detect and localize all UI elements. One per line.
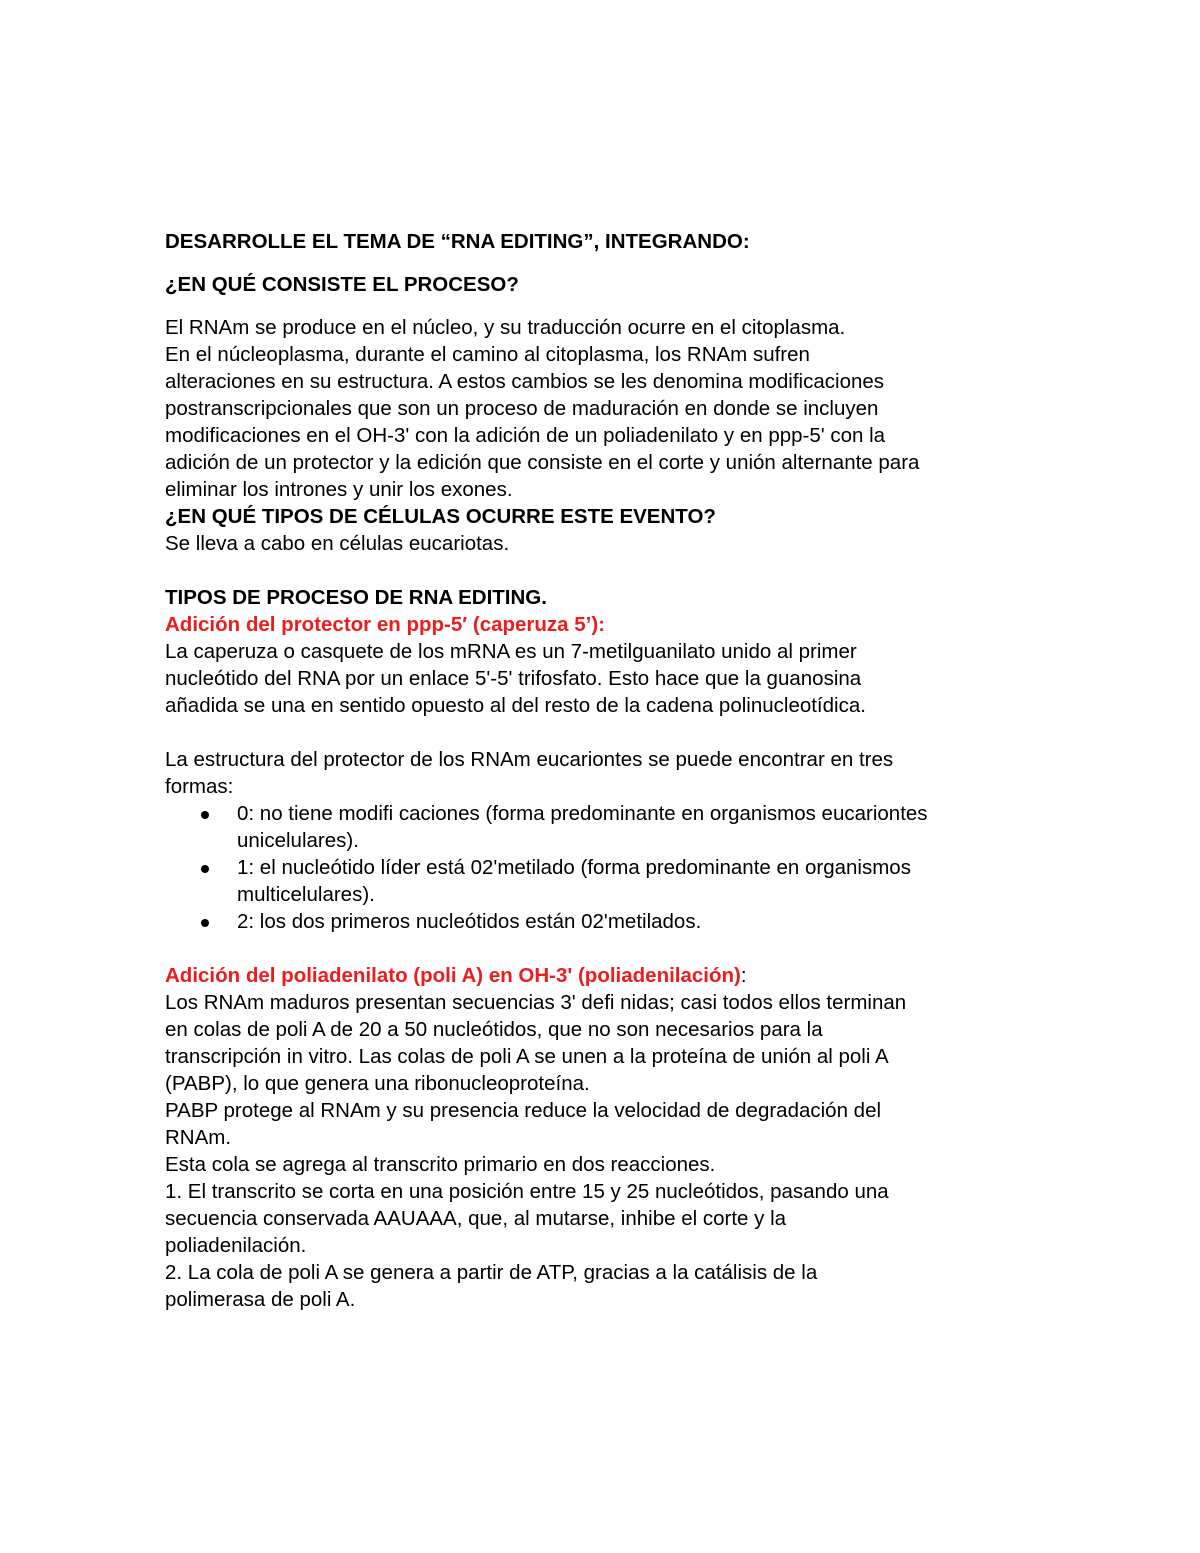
text-line: Los RNAm maduros presentan secuencias 3' defi nidas; casi todos ellos terminan	[165, 991, 907, 1014]
cap-paragraph	[165, 638, 1045, 719]
text-line: RNAm.	[165, 1126, 232, 1149]
text-line: transcripción in vitro. Las colas de poli A se unen a la proteína de unión al poli A	[165, 1045, 889, 1068]
text-line: 1. El transcrito se corta en una posición entre 15 y 25 nucleótidos, pasando una	[165, 1180, 889, 1203]
text-line: polimerasa de poli A.	[165, 1288, 356, 1311]
text-line: alteraciones en su estructura. A estos cambios se les denomina modificaciones	[165, 370, 885, 393]
text-line: adición de un protector y la edición que consiste en el corte y unión alternante para	[165, 451, 920, 474]
answer-cell-types: Se lleva a cabo en células eucariotas.	[165, 532, 510, 555]
poly-section-heading	[165, 962, 1045, 989]
process-paragraph	[165, 314, 1045, 503]
text-line: PABP protege al RNAm y su presencia reduce la velocidad de degradación del	[165, 1099, 882, 1122]
poly-paragraph	[165, 989, 1045, 1313]
cap-section-heading: Adición del protector en ppp-5′ (caperuza 5’):	[165, 613, 606, 636]
spacer	[165, 719, 1045, 746]
list-item	[165, 854, 1045, 908]
text-line: eliminar los intrones y unir los exones.	[165, 478, 513, 501]
document-body	[165, 228, 1045, 1313]
bullet-icon	[201, 919, 209, 927]
text-line: (PABP), lo que genera una ribonucleoproteína.	[165, 1072, 590, 1095]
text-line: 2: los dos primeros nucleótidos están 02'metilados.	[237, 910, 702, 933]
bullet-icon	[201, 865, 209, 873]
text-line: El RNAm se produce en el núcleo, y su traducción ocurre en el citoplasma.	[165, 316, 846, 339]
poly-heading-text: Adición del poliadenilato (poli A) en OH-3' (poliadenilación)	[165, 964, 741, 987]
spacer	[165, 557, 1045, 584]
text-line: en colas de poli A de 20 a 50 nucleótidos, que no son necesarios para la	[165, 1018, 823, 1041]
text-line: unicelulares).	[237, 829, 359, 852]
list-item	[165, 908, 1045, 935]
text-line: 2. La cola de poli A se genera a partir de ATP, gracias a la catálisis de la	[165, 1261, 818, 1284]
text-line: multicelulares).	[237, 883, 375, 906]
types-heading: TIPOS DE PROCESO DE RNA EDITING.	[165, 586, 547, 609]
text-line: La caperuza o casquete de los mRNA es un 7-metilguanilato unido al primer	[165, 640, 857, 663]
document-title: DESARROLLE EL TEMA DE “RNA EDITING”, INTEGRANDO:	[165, 230, 750, 253]
cap-forms-paragraph	[165, 746, 1045, 800]
question-process: ¿EN QUÉ CONSISTE EL PROCESO?	[165, 273, 519, 296]
text-line: añadida se una en sentido opuesto al del resto de la cadena polinucleotídica.	[165, 694, 866, 717]
bullet-icon	[201, 811, 209, 819]
text-line: secuencia conservada AAUAAA, que, al mutarse, inhibe el corte y la	[165, 1207, 787, 1230]
text-line: modificaciones en el OH-3' con la adición de un poliadenilato y en ppp-5' con la	[165, 424, 886, 447]
text-line: 1: el nucleótido líder está 02'metilado (forma predominante en organismos	[237, 856, 911, 879]
text-line: La estructura del protector de los RNAm eucariontes se puede encontrar en tres	[165, 748, 894, 771]
text-line: 0: no tiene modifi caciones (forma predominante en organismos eucariontes	[237, 802, 928, 825]
spacer	[165, 935, 1045, 962]
text-line: nucleótido del RNA por un enlace 5'-5' trifosfato. Esto hace que la guanosina	[165, 667, 862, 690]
text-line: poliadenilación.	[165, 1234, 307, 1257]
poly-heading-colon: :	[740, 964, 747, 987]
cap-forms-list	[165, 800, 1045, 935]
question-cell-types: ¿EN QUÉ TIPOS DE CÉLULAS OCURRE ESTE EVENTO?	[165, 505, 716, 528]
list-item	[165, 800, 1045, 854]
text-line: Esta cola se agrega al transcrito primario en dos reacciones.	[165, 1153, 716, 1176]
text-line: postranscripcionales que son un proceso de maduración en donde se incluyen	[165, 397, 879, 420]
text-line: formas:	[165, 775, 234, 798]
text-line: En el núcleoplasma, durante el camino al citoplasma, los RNAm sufren	[165, 343, 810, 366]
